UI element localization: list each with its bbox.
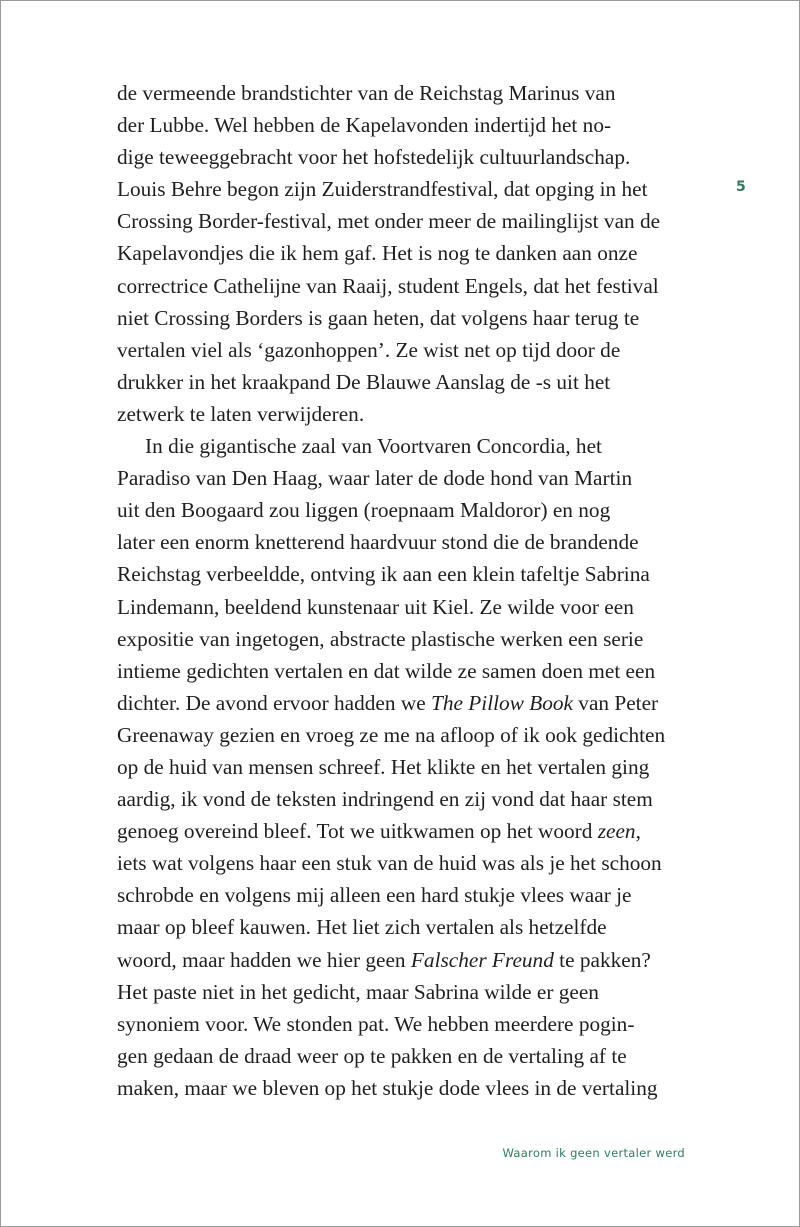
text-segment: te pakken? [553, 947, 651, 972]
text-line: schrobde en volgens mij alleen een hard stukje vlees waar je [117, 883, 632, 908]
text-line: Het paste niet in het gedicht, maar Sabrina wilde er geen [117, 979, 599, 1004]
text-segment: dichter. De avond ervoor hadden we [117, 690, 432, 715]
text-line: correctrice Cathelijne van Raaij, student Engels, dat het festival [117, 273, 659, 298]
italic-title: The Pillow Book [431, 690, 573, 715]
text-line [117, 687, 689, 719]
text-line: zetwerk te laten verwijderen. [117, 401, 365, 426]
text-segment: van Peter [572, 690, 659, 715]
text-segment: , [635, 819, 641, 844]
text-line: Reichstag verbeeldde, ontving ik aan een klein tafeltje Sabrina [117, 562, 650, 587]
page-number: 5 [736, 179, 746, 195]
text-line: later een enorm knetterend haardvuur stond die de brandende [117, 530, 639, 555]
text-line: iets wat volgens haar een stuk van de huid was als je het schoon [117, 851, 662, 876]
text-line: uit den Boogaard zou liggen (roepnaam Maldoror) en nog [117, 498, 611, 523]
text-line: Crossing Border-festival, met onder meer de mailinglijst van de [117, 209, 661, 234]
text-line: Greenaway gezien en vroeg ze me na afloop of ik ook gedichten [117, 722, 666, 747]
paragraph-start-line: In die gigantische zaal van Voortvaren Concordia, het [145, 434, 602, 459]
text-line: Lindemann, beeldend kunstenaar uit Kiel. Ze wilde voor een [117, 594, 634, 619]
text-line: gen gedaan de draad weer op te pakken en de vertaling af te [117, 1043, 627, 1068]
text-line: Louis Behre begon zijn Zuiderstrandfestival, dat opging in het [117, 177, 648, 202]
text-line: der Lubbe. Wel hebben de Kapelavonden indertijd het no- [117, 113, 612, 138]
text-line: intieme gedichten vertalen en dat wilde ze samen doen met een [117, 658, 656, 683]
italic-word: zeen [597, 819, 636, 844]
text-line: synoniem voor. We stonden pat. We hebben meerdere pogin- [117, 1011, 635, 1036]
text-line [117, 815, 689, 847]
text-line: vertalen viel als ‘gazonhoppen’. Ze wist net op tijd door de [117, 337, 621, 362]
text-line: op de huid van mensen schreef. Het klikte en het vertalen ging [117, 754, 650, 779]
body-text [117, 77, 689, 1104]
text-line: maar op bleef kauwen. Het liet zich vertalen als hetzelfde [117, 915, 607, 940]
text-segment: woord, maar hadden we hier geen [117, 947, 411, 972]
text-line: Kapelavondjes die ik hem gaf. Het is nog te danken aan onze [117, 241, 638, 266]
text-segment: genoeg overeind bleef. Tot we uitkwamen op het woord [117, 819, 598, 844]
text-line [117, 944, 689, 976]
text-line: de vermeende brandstichter van de Reichstag Marinus van [117, 81, 616, 105]
text-line: maken, maar we bleven op het stukje dode vlees in de vertaling [117, 1075, 658, 1100]
text-line: expositie van ingetogen, abstracte plastische werken een serie [117, 626, 644, 651]
running-footer: Waarom ik geen vertaler werd [502, 1146, 685, 1160]
text-line: Paradiso van Den Haag, waar later de dode hond van Martin [117, 466, 633, 491]
italic-phrase: Falscher Freund [410, 947, 554, 972]
text-line: niet Crossing Borders is gaan heten, dat volgens haar terug te [117, 305, 640, 330]
text-line: aardig, ik vond de teksten indringend en zij vond dat haar stem [117, 787, 653, 812]
text-line: drukker in het kraakpand De Blauwe Aanslag de -s uit het [117, 369, 611, 394]
text-line: dige teweeggebracht voor het hofstedelijk cultuurlandschap. [117, 145, 631, 170]
